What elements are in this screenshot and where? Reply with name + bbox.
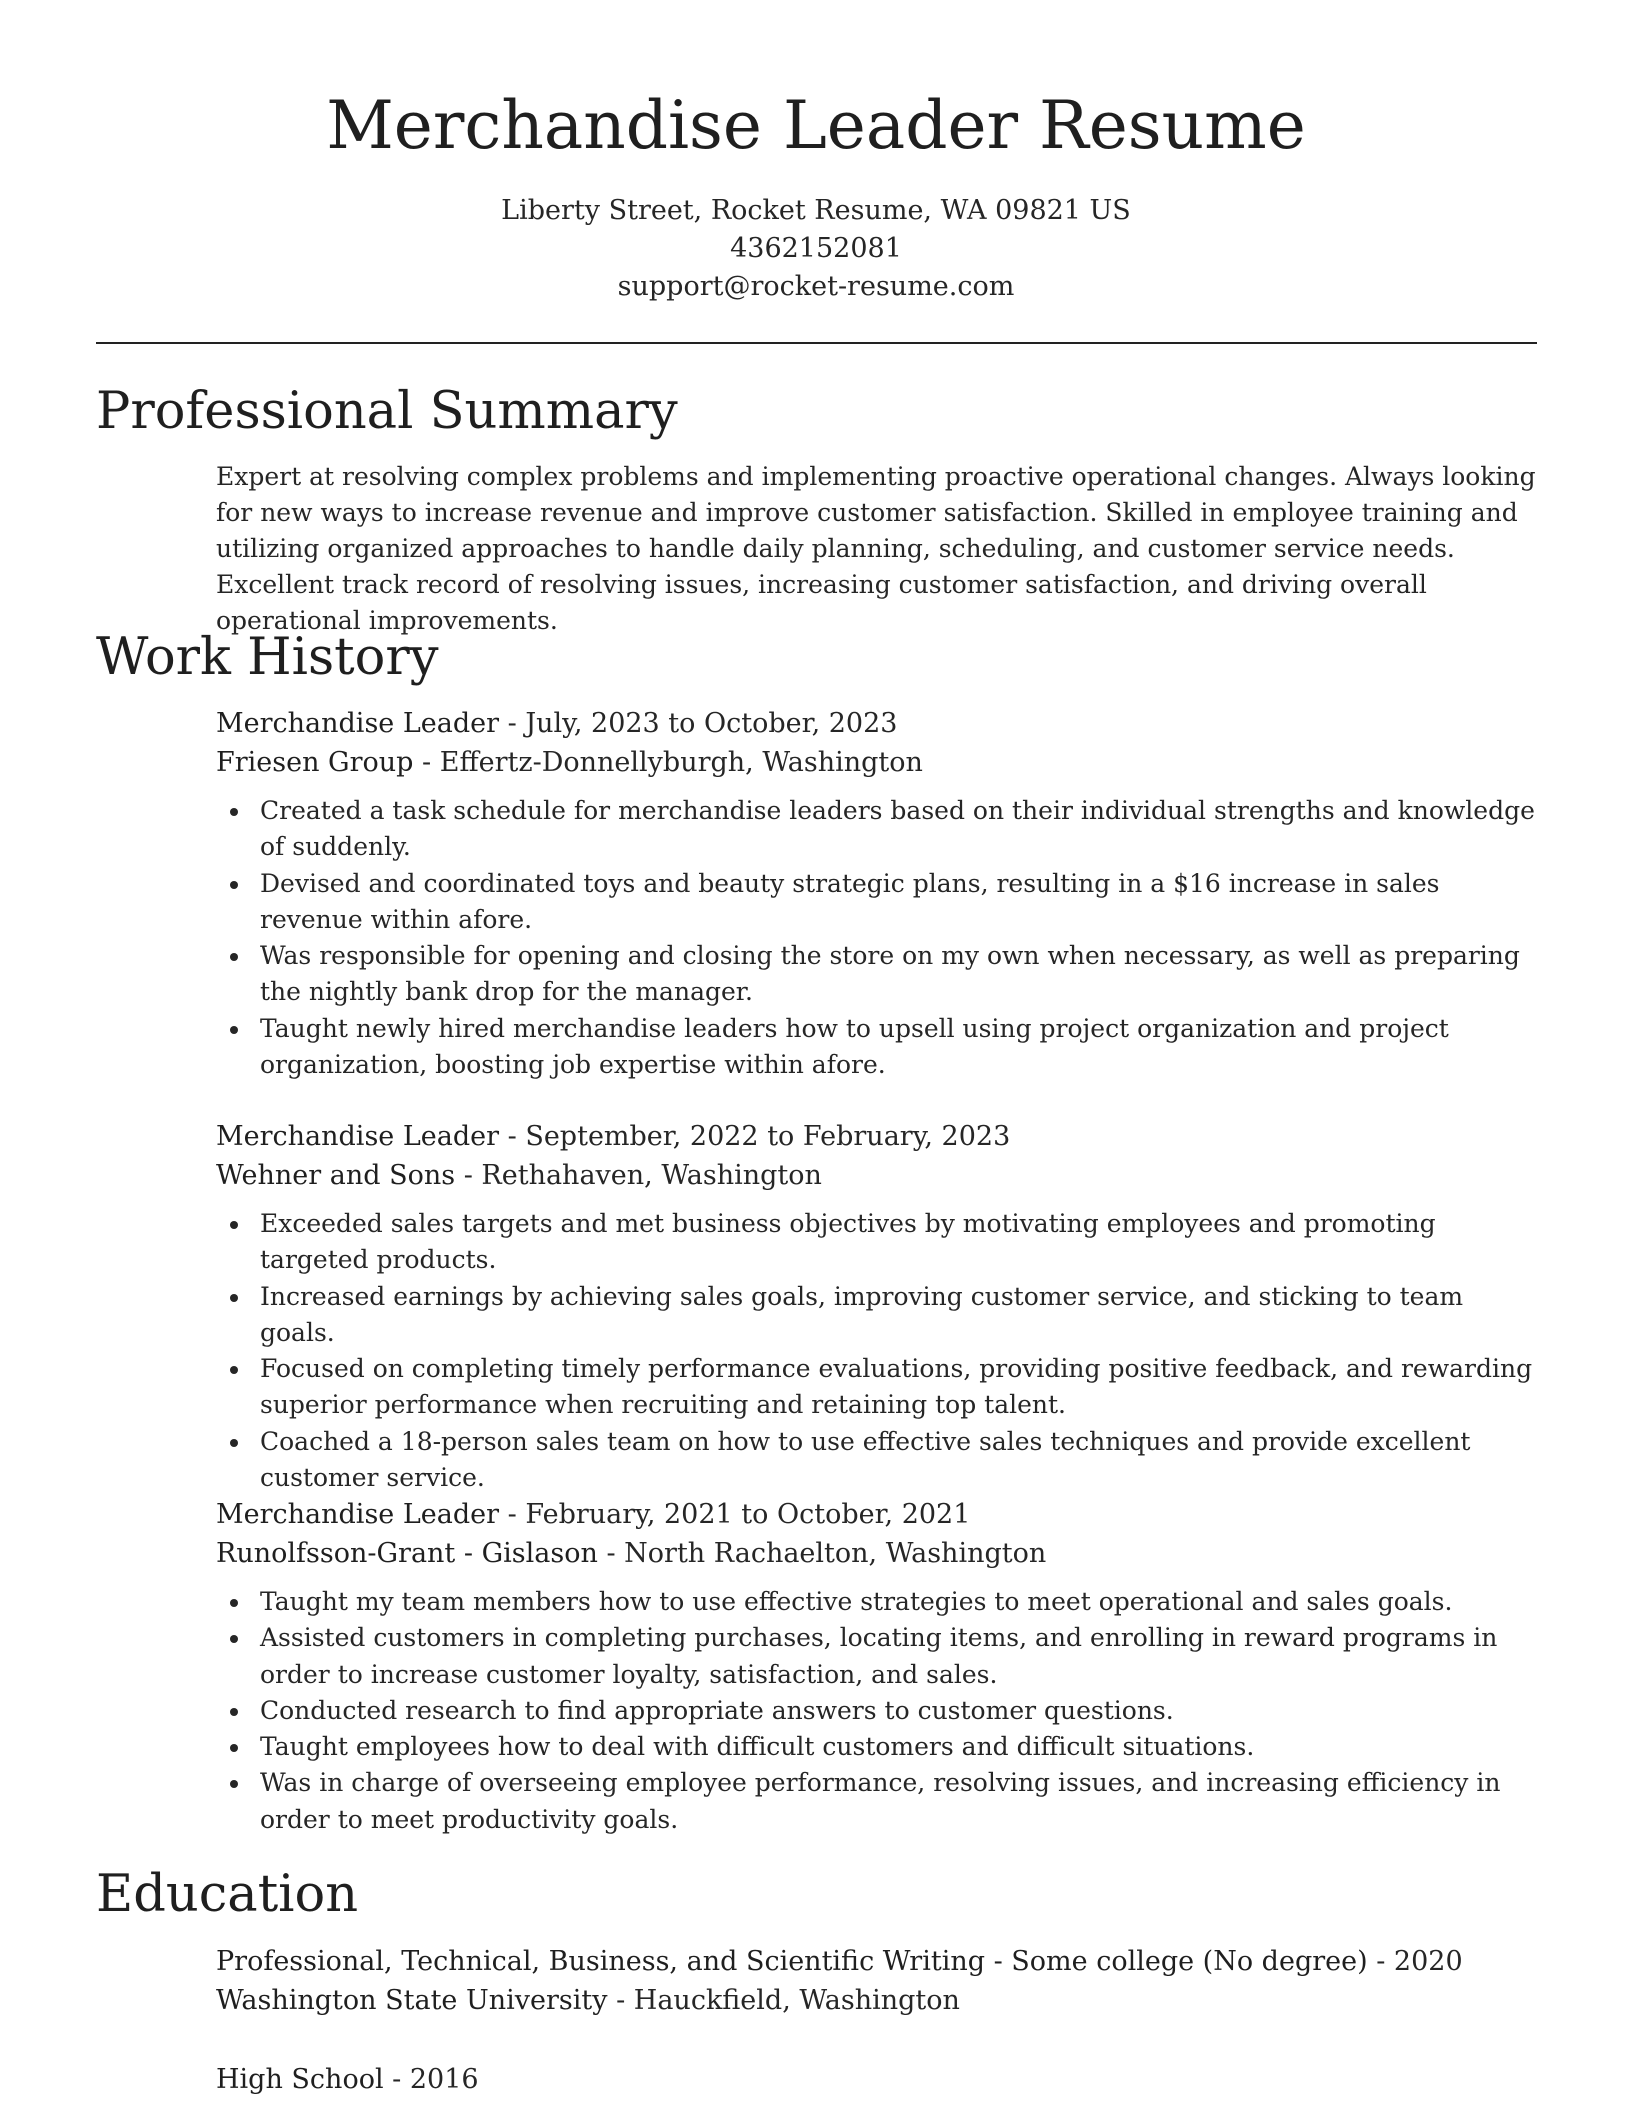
job-company-line [216, 743, 1538, 782]
job-dates: - July, 2023 to October, 2023 [499, 708, 898, 739]
list-item: Created a task schedule for merchandise leaders based on their individual strengths and knowledge of suddenly. [260, 793, 1538, 866]
list-item: Taught my team members how to use effective strategies to meet operational and sales goals. [260, 1584, 1538, 1620]
job-company: Friesen Group [216, 747, 414, 778]
list-item: Was in charge of overseeing employee performance, resolving issues, and increasing efficiency in order to meet productivity goals. [260, 1765, 1538, 1838]
education-entry-1 [216, 1942, 1538, 2020]
list-item: Was responsible for opening and closing the store on my own when necessary, as well as preparing the nightly bank drop for the manager. [260, 938, 1538, 1011]
degree-line [216, 2060, 1538, 2099]
list-item: Coached a 18-person sales team on how to use effective sales techniques and provide excellent customer service. [260, 1424, 1538, 1497]
summary-heading: Professional Summary [96, 382, 678, 441]
job-company: Wehner and Sons [216, 1160, 456, 1191]
job-location: - Rethahaven, Washington [455, 1160, 822, 1191]
summary-text: Expert at resolving complex problems and implementing proactive operational changes. Always looking for new ways to increase revenue and improve customer satisfaction. Skilled in employee training and utilizing organized approaches to handle daily planning, scheduling, and customer service needs. Excellent track record of resolving issues, increasing customer satisfaction, and driving overall operational improvements. [216, 462, 1536, 635]
degree: High School [216, 2064, 384, 2095]
job-bullets [216, 793, 1538, 1083]
school-line [216, 1981, 1538, 2020]
job-title: Merchandise Leader [216, 1121, 500, 1152]
job-entry-1 [216, 704, 1538, 1083]
list-item: Devised and coordinated toys and beauty strategic plans, resulting in a $16 increase in sales revenue within afore. [260, 866, 1538, 939]
job-dates: - February, 2021 to October, 2021 [499, 1499, 971, 1530]
job-title-line [216, 1117, 1538, 1156]
job-company-line [216, 1156, 1538, 1195]
job-dates: - September, 2022 to February, 2023 [499, 1121, 1011, 1152]
graduation-year: - 2016 [383, 2064, 479, 2095]
job-location: - Effertz-Donnellyburgh, Washington [413, 747, 923, 778]
work-history-heading: Work History [96, 628, 439, 687]
address: Liberty Street, Rocket Resume, WA 09821 US [501, 195, 1131, 226]
phone: 4362152081 [730, 233, 902, 264]
education-entry-2 [216, 2060, 1538, 2099]
summary-section [216, 459, 1538, 639]
list-item: Conducted research to find appropriate answers to customer questions. [260, 1693, 1538, 1729]
job-title: Merchandise Leader [216, 1499, 500, 1530]
job-bullets [216, 1584, 1538, 1838]
job-bullets [216, 1206, 1538, 1496]
job-company-line [216, 1534, 1538, 1573]
list-item: Taught employees how to deal with difficult customers and difficult situations. [260, 1729, 1538, 1765]
resume-title: Merchandise Leader Resume [326, 87, 1306, 164]
list-item: Focused on completing timely performance evaluations, providing positive feedback, and rewarding superior performance when recruiting and retaining top talent. [260, 1351, 1538, 1424]
job-entry-2 [216, 1117, 1538, 1496]
degree: Professional, Technical, Business, and Scientific Writing - Some college (No degree) [216, 1946, 1368, 1977]
list-item: Taught newly hired merchandise leaders how to upsell using project organization and project organization, boosting job expertise within afore. [260, 1011, 1538, 1084]
graduation-year: - 2020 [1367, 1946, 1463, 1977]
list-item: Exceeded sales targets and met business objectives by motivating employees and promoting targeted products. [260, 1206, 1538, 1279]
education-heading: Education [96, 1865, 359, 1924]
list-item: Assisted customers in completing purchases, locating items, and enrolling in reward programs in order to increase customer loyalty, satisfaction, and sales. [260, 1620, 1538, 1693]
school-location: - Hauckfield, Washington [607, 1985, 960, 2016]
job-company: Runolfsson-Grant - Gislason [216, 1538, 598, 1569]
job-title-line [216, 1495, 1538, 1534]
email: support@rocket-resume.com [617, 271, 1015, 302]
job-entry-3 [216, 1495, 1538, 1838]
school: Washington State University [216, 1985, 608, 2016]
header-divider [96, 342, 1537, 344]
job-location: - North Rachaelton, Washington [597, 1538, 1047, 1569]
job-title: Merchandise Leader [216, 708, 500, 739]
job-title-line [216, 704, 1538, 743]
list-item: Increased earnings by achieving sales goals, improving customer service, and sticking to team goals. [260, 1279, 1538, 1352]
degree-line [216, 1942, 1538, 1981]
contact-info [0, 192, 1632, 306]
